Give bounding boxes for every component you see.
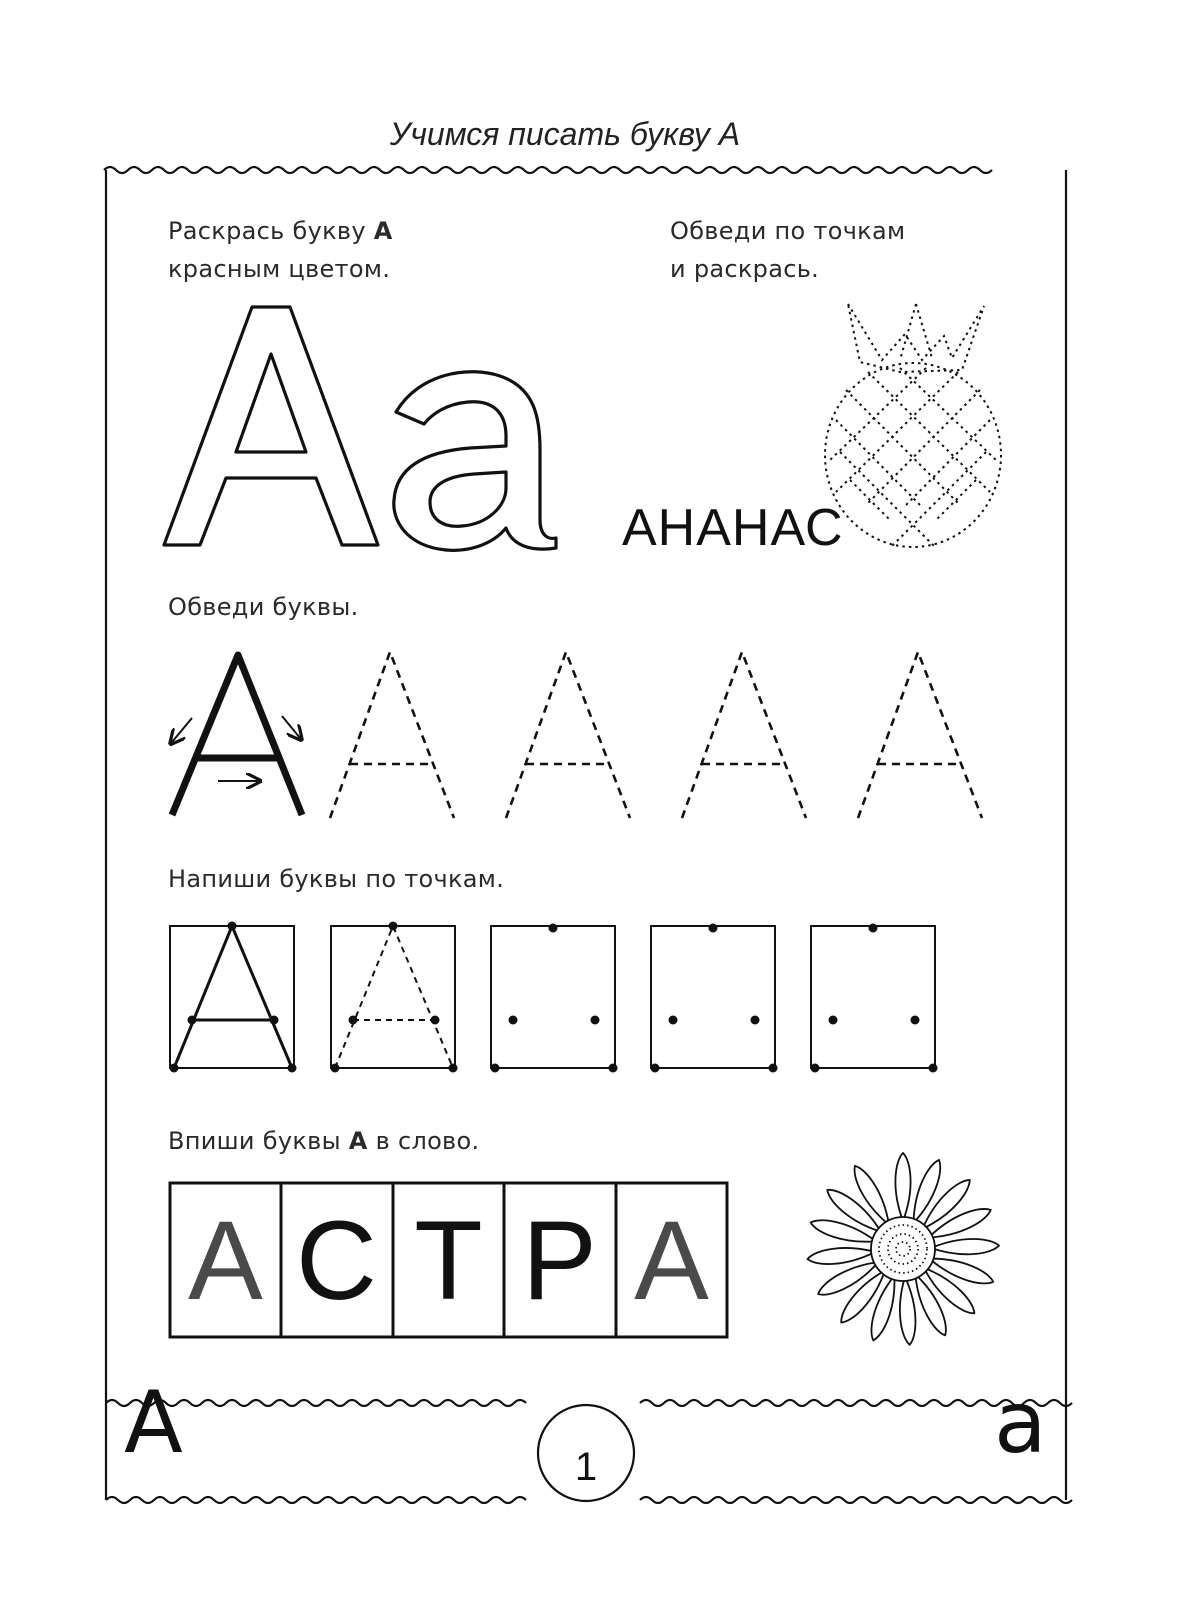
instruction-dot-letters: Напиши буквы по точкам.: [168, 865, 505, 893]
outline-letter-A-upper: [164, 307, 378, 545]
dot-box-5: [811, 926, 935, 1068]
dot-box-1: [170, 926, 294, 1068]
instruction-fill-word: [168, 1122, 479, 1160]
word-letter-cell: А: [188, 1197, 263, 1323]
dot-box-3: [491, 926, 615, 1068]
dot-box-4: [651, 926, 775, 1068]
instruction-color-letter: [168, 212, 393, 288]
dotted-letter-1: [330, 652, 454, 818]
instruction-color-letter-bold: А: [373, 217, 393, 245]
dotted-letter-2: [506, 652, 630, 818]
footer-uppercase-letter: А: [124, 1373, 183, 1473]
dotted-trace-letters: [330, 652, 982, 818]
instruction-fill-prefix: Впиши буквы: [168, 1127, 349, 1155]
instruction-trace-letters: Обведи буквы.: [168, 593, 359, 621]
instruction-trace-pineapple: [670, 212, 905, 288]
instruction-color-line1: Раскрась букву: [168, 217, 374, 245]
dotted-letter-3: [682, 652, 806, 818]
page-title: Учимся писать букву А: [389, 116, 741, 152]
instruction-pineapple-line1: Обведи по точкам: [670, 217, 906, 245]
pineapple-dotted-picture: [825, 304, 1001, 547]
outline-letter-a-lower: [394, 372, 556, 551]
box-1-solid-letter: [174, 926, 292, 1068]
box-2-dashed-letter: [335, 926, 453, 1068]
dotted-letter-4: [858, 652, 982, 818]
word-letter-cell: Т: [414, 1197, 483, 1323]
dot-writing-boxes: [170, 926, 935, 1068]
instruction-fill-letter-bold: А: [348, 1127, 368, 1155]
word-pineapple: АНАНАС: [622, 499, 844, 557]
footer-wavy-bottom-left: [106, 1497, 526, 1503]
aster-flower-picture: [807, 1153, 999, 1345]
instruction-pineapple-line2: и раскрась.: [670, 255, 820, 283]
solid-letter-A-with-arrows: [172, 655, 302, 815]
top-wavy-border: [104, 167, 992, 173]
instruction-color-line2: красным цветом.: [168, 255, 391, 283]
dot-box-2: [331, 926, 455, 1068]
instruction-fill-suffix: в слово.: [367, 1127, 480, 1155]
word-letter-cell: С: [296, 1197, 377, 1323]
word-letter-cell: Р: [522, 1197, 597, 1323]
word-letter-cell: А: [634, 1197, 709, 1323]
footer-lowercase-letter: а: [994, 1373, 1047, 1473]
page-number: 1: [574, 1445, 598, 1489]
footer-wavy-bottom-right: [640, 1497, 1072, 1503]
